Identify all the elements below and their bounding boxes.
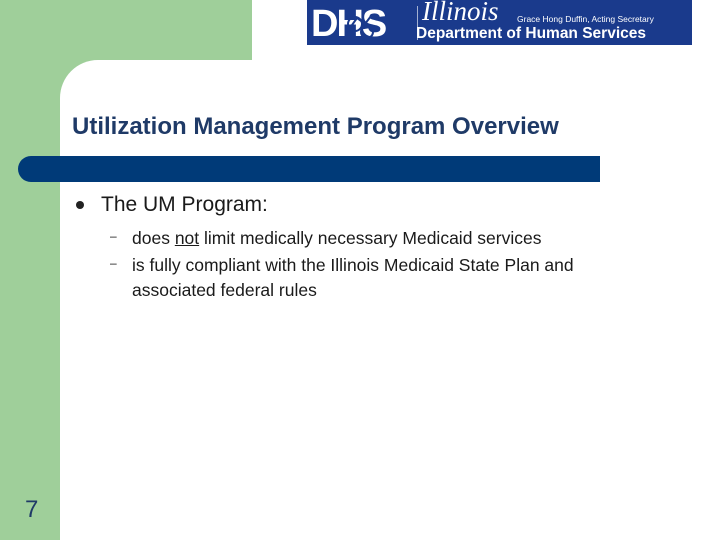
logo-state-name: Illinois bbox=[422, 0, 499, 26]
dhs-logo-mark bbox=[311, 2, 414, 42]
page-number: 7 bbox=[25, 496, 39, 523]
slide-title: Utilization Management Program Overview bbox=[72, 113, 559, 140]
logo-department-name: Department of Human Services bbox=[416, 25, 646, 42]
logo-secretary: Grace Hong Duffin, Acting Secretary bbox=[517, 14, 654, 24]
sub-bullet-1-text: does not limit medically necessary Medicaid services bbox=[132, 228, 542, 248]
bullet-dot-icon bbox=[76, 201, 84, 209]
dhs-logo-letters: DHS bbox=[311, 3, 386, 42]
title-underline-bar bbox=[18, 156, 600, 182]
main-bullet-text: The UM Program: bbox=[101, 193, 268, 216]
dash-icon: – bbox=[110, 256, 117, 270]
underlined-not: not bbox=[174, 228, 200, 248]
sub-bullet-2-line-2: associated federal rules bbox=[132, 280, 317, 300]
dhs-logo bbox=[307, 0, 692, 45]
sub-bullet-2-line-1: is fully compliant with the Illinois Medicaid State Plan and bbox=[132, 255, 574, 275]
dash-icon: – bbox=[110, 229, 117, 243]
